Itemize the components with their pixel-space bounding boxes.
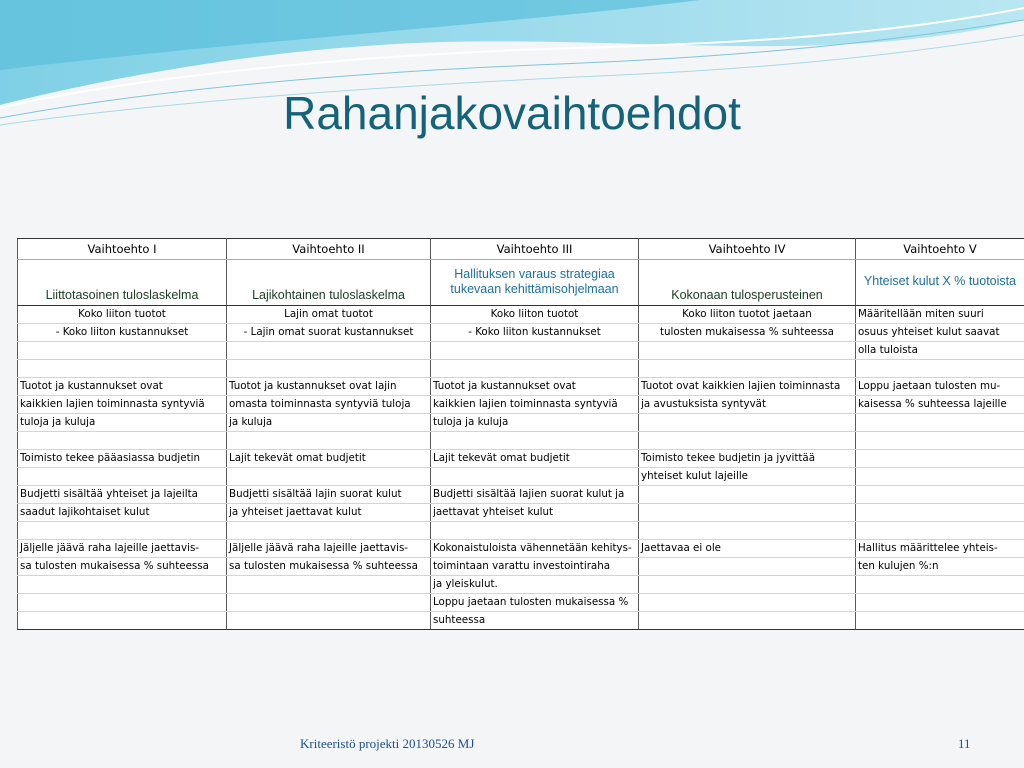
table-cell: ja kuluja: [227, 414, 431, 432]
table-cell: ja yhteiset jaettavat kulut: [227, 504, 431, 522]
table-cell: [227, 594, 431, 612]
table-cell: kaisessa % suhteessa lajeille: [856, 396, 1024, 414]
table-cell: - Lajin omat suorat kustannukset: [227, 324, 431, 342]
table-cell: - Koko liiton kustannukset: [18, 324, 227, 342]
table-cell: [431, 360, 639, 378]
column-header: Vaihtoehto II: [227, 239, 431, 260]
table-cell: [639, 558, 856, 576]
table-cell: Lajit tekevät omat budjetit: [227, 450, 431, 468]
table-cell: [431, 432, 639, 450]
column-subtitle: Hallituksen varaus strategiaa tukevaan kehittämisohjelmaan: [431, 260, 639, 306]
table-cell: [18, 468, 227, 486]
table-cell: [639, 414, 856, 432]
table-cell: [856, 504, 1024, 522]
column-subtitle: Yhteiset kulut X % tuotoista: [856, 260, 1024, 306]
table-cell: suhteessa: [431, 612, 639, 630]
table-row: [18, 594, 1024, 612]
table-cell: Tuotot ja kustannukset ovat: [431, 378, 639, 396]
table-cell: Koko liiton tuotot jaetaan: [639, 306, 856, 324]
table-cell: toimintaan varattu investointiraha: [431, 558, 639, 576]
table-cell: [18, 594, 227, 612]
table-cell: Määritellään miten suuri: [856, 306, 1024, 324]
column-header: Vaihtoehto I: [18, 239, 227, 260]
table-cell: [18, 576, 227, 594]
table-cell: Budjetti sisältää yhteiset ja lajeilta: [18, 486, 227, 504]
table-cell: [856, 450, 1024, 468]
table-cell: [639, 486, 856, 504]
table-cell: [227, 432, 431, 450]
page-title: Rahanjakovaihtoehdot: [283, 87, 741, 139]
table-cell: Koko liiton tuotot: [431, 306, 639, 324]
table-cell: [227, 576, 431, 594]
table-cell: [639, 432, 856, 450]
table-cell: Loppu jaetaan tulosten mu-: [856, 378, 1024, 396]
column-subtitle: Lajikohtainen tuloslaskelma: [227, 260, 431, 306]
table-cell: [856, 576, 1024, 594]
table-cell: saadut lajikohtaiset kulut: [18, 504, 227, 522]
table-row: [18, 504, 1024, 522]
table-cell: Koko liiton tuotot: [18, 306, 227, 324]
table-cell: [856, 468, 1024, 486]
table-cell: [856, 414, 1024, 432]
table-cell: Toimisto tekee budjetin ja jyvittää: [639, 450, 856, 468]
table-cell: [227, 468, 431, 486]
table-cell: osuus yhteiset kulut saavat: [856, 324, 1024, 342]
table-cell: kaikkien lajien toiminnasta syntyviä: [18, 396, 227, 414]
table-row: [18, 558, 1024, 576]
table-cell: - Koko liiton kustannukset: [431, 324, 639, 342]
table-cell: [856, 594, 1024, 612]
table-row: [18, 360, 1024, 378]
table-row: [18, 324, 1024, 342]
options-grid: [17, 238, 1024, 630]
table-cell: ja yleiskulut.: [431, 576, 639, 594]
column-header: Vaihtoehto V: [856, 239, 1024, 260]
table-cell: yhteiset kulut lajeille: [639, 468, 856, 486]
page-number: 11: [958, 736, 971, 751]
column-header: Vaihtoehto IV: [639, 239, 856, 260]
table-cell: [431, 522, 639, 540]
table-cell: [856, 360, 1024, 378]
table-cell: [856, 486, 1024, 504]
table-cell: [431, 342, 639, 360]
table-cell: Budjetti sisältää lajin suorat kulut: [227, 486, 431, 504]
table-cell: [18, 432, 227, 450]
options-table: [17, 238, 1024, 630]
table-cell: kaikkien lajien toiminnasta syntyviä: [431, 396, 639, 414]
table-cell: [18, 342, 227, 360]
footer-text: Kriteeristö projekti 20130526 MJ: [300, 736, 475, 751]
table-row: [18, 432, 1024, 450]
table-cell: [227, 612, 431, 630]
table-cell: ten kulujen %:n: [856, 558, 1024, 576]
table-cell: omasta toiminnasta syntyviä tuloja: [227, 396, 431, 414]
table-cell: [227, 360, 431, 378]
table-row: [18, 576, 1024, 594]
table-cell: jaettavat yhteiset kulut: [431, 504, 639, 522]
column-subtitle: Kokonaan tulosperusteinen: [639, 260, 856, 306]
table-cell: [639, 342, 856, 360]
table-row: [18, 450, 1024, 468]
table-cell: Loppu jaetaan tulosten mukaisessa %: [431, 594, 639, 612]
table-cell: [18, 612, 227, 630]
table-cell: Budjetti sisältää lajien suorat kulut ja: [431, 486, 639, 504]
table-cell: [18, 522, 227, 540]
header-row: [18, 239, 1024, 260]
table-cell: [639, 504, 856, 522]
table-cell: tulosten mukaisessa % suhteessa: [639, 324, 856, 342]
table-row: [18, 540, 1024, 558]
table-cell: Hallitus määrittelee yhteis-: [856, 540, 1024, 558]
column-subtitle: Liittotasoinen tuloslaskelma: [18, 260, 227, 306]
table-cell: Tuotot ja kustannukset ovat lajin: [227, 378, 431, 396]
table-cell: [431, 468, 639, 486]
table-cell: Toimisto tekee pääasiassa budjetin: [18, 450, 227, 468]
table-row: [18, 612, 1024, 630]
table-row: [18, 342, 1024, 360]
table-cell: Lajit tekevät omat budjetit: [431, 450, 639, 468]
table-cell: Tuotot ovat kaikkien lajien toiminnasta: [639, 378, 856, 396]
table-cell: Jäljelle jäävä raha lajeille jaettavis-: [18, 540, 227, 558]
table-cell: [18, 360, 227, 378]
table-cell: [639, 360, 856, 378]
table-cell: Tuotot ja kustannukset ovat: [18, 378, 227, 396]
subtitle-row: [18, 260, 1024, 306]
table-cell: Kokonaistuloista vähennetään kehitys-: [431, 540, 639, 558]
table-cell: olla tuloista: [856, 342, 1024, 360]
table-cell: sa tulosten mukaisessa % suhteessa: [18, 558, 227, 576]
table-cell: Lajin omat tuotot: [227, 306, 431, 324]
table-cell: [227, 342, 431, 360]
table-row: [18, 306, 1024, 324]
table-cell: sa tulosten mukaisessa % suhteessa: [227, 558, 431, 576]
table-cell: ja avustuksista syntyvät: [639, 396, 856, 414]
table-row: [18, 396, 1024, 414]
table-cell: [856, 432, 1024, 450]
table-cell: tuloja ja kuluja: [18, 414, 227, 432]
column-header: Vaihtoehto III: [431, 239, 639, 260]
table-row: [18, 378, 1024, 396]
table-cell: [639, 576, 856, 594]
table-cell: [639, 594, 856, 612]
table-cell: Jäljelle jäävä raha lajeille jaettavis-: [227, 540, 431, 558]
table-cell: [639, 522, 856, 540]
table-row: [18, 468, 1024, 486]
table-row: [18, 414, 1024, 432]
table-row: [18, 522, 1024, 540]
table-cell: [227, 522, 431, 540]
table-cell: [856, 612, 1024, 630]
table-row: [18, 486, 1024, 504]
options-grid-body: [18, 239, 1024, 630]
table-cell: Jaettavaa ei ole: [639, 540, 856, 558]
table-cell: [856, 522, 1024, 540]
table-cell: [639, 612, 856, 630]
table-cell: tuloja ja kuluja: [431, 414, 639, 432]
